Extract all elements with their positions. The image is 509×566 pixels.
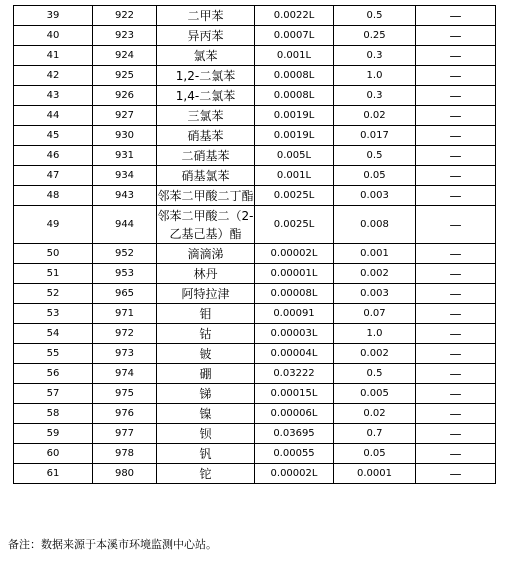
cell-remark: —	[416, 146, 496, 166]
cell-code: 976	[93, 404, 157, 424]
cell-index: 49	[14, 206, 93, 244]
cell-remark: —	[416, 106, 496, 126]
cell-remark: —	[416, 424, 496, 444]
cell-indicator-name: 钒	[157, 444, 255, 464]
cell-remark: —	[416, 26, 496, 46]
cell-indicator-name: 异丙苯	[157, 26, 255, 46]
table-row	[14, 6, 496, 26]
table-row	[14, 26, 496, 46]
cell-indicator-name: 钴	[157, 324, 255, 344]
cell-remark: —	[416, 244, 496, 264]
cell-standard-limit: 1.0	[334, 66, 416, 86]
cell-measured-value: 0.0008L	[255, 86, 334, 106]
cell-remark: —	[416, 464, 496, 484]
cell-code: 927	[93, 106, 157, 126]
table-row	[14, 324, 496, 344]
table-row	[14, 304, 496, 324]
cell-indicator-name: 1,2-二氯苯	[157, 66, 255, 86]
cell-index: 57	[14, 384, 93, 404]
cell-index: 53	[14, 304, 93, 324]
cell-standard-limit: 0.5	[334, 364, 416, 384]
cell-remark: —	[416, 444, 496, 464]
table-row	[14, 384, 496, 404]
cell-code: 924	[93, 46, 157, 66]
table-row	[14, 264, 496, 284]
cell-measured-value: 0.03222	[255, 364, 334, 384]
cell-code: 925	[93, 66, 157, 86]
table-row	[14, 106, 496, 126]
cell-indicator-name: 铍	[157, 344, 255, 364]
cell-remark: —	[416, 264, 496, 284]
cell-indicator-name: 阿特拉津	[157, 284, 255, 304]
cell-remark: —	[416, 344, 496, 364]
cell-index: 45	[14, 126, 93, 146]
cell-index: 56	[14, 364, 93, 384]
cell-measured-value: 0.0025L	[255, 206, 334, 244]
cell-code: 952	[93, 244, 157, 264]
cell-index: 55	[14, 344, 93, 364]
cell-standard-limit: 0.008	[334, 206, 416, 244]
cell-indicator-name: 邻苯二甲酸二丁酯	[157, 186, 255, 206]
cell-code: 973	[93, 344, 157, 364]
cell-index: 39	[14, 6, 93, 26]
cell-measured-value: 0.00002L	[255, 464, 334, 484]
cell-measured-value: 0.0025L	[255, 186, 334, 206]
table-row	[14, 344, 496, 364]
table-row	[14, 46, 496, 66]
cell-index: 58	[14, 404, 93, 424]
cell-measured-value: 0.0007L	[255, 26, 334, 46]
cell-remark: —	[416, 364, 496, 384]
cell-code: 977	[93, 424, 157, 444]
footnote: 备注：数据来源于本溪市环境监测中心站。	[8, 538, 217, 551]
cell-measured-value: 0.00055	[255, 444, 334, 464]
cell-indicator-name: 硼	[157, 364, 255, 384]
cell-remark: —	[416, 324, 496, 344]
table-row	[14, 444, 496, 464]
cell-index: 50	[14, 244, 93, 264]
cell-standard-limit: 0.002	[334, 264, 416, 284]
cell-remark: —	[416, 6, 496, 26]
table-row	[14, 244, 496, 264]
cell-measured-value: 0.00006L	[255, 404, 334, 424]
cell-code: 965	[93, 284, 157, 304]
cell-index: 46	[14, 146, 93, 166]
cell-index: 42	[14, 66, 93, 86]
cell-code: 923	[93, 26, 157, 46]
cell-code: 931	[93, 146, 157, 166]
table-row	[14, 66, 496, 86]
cell-standard-limit: 0.003	[334, 284, 416, 304]
cell-measured-value: 0.00091	[255, 304, 334, 324]
table-row	[14, 186, 496, 206]
cell-standard-limit: 0.005	[334, 384, 416, 404]
cell-remark: —	[416, 404, 496, 424]
cell-measured-value: 0.0008L	[255, 66, 334, 86]
cell-indicator-name: 林丹	[157, 264, 255, 284]
cell-remark: —	[416, 304, 496, 324]
cell-remark: —	[416, 284, 496, 304]
cell-indicator-name: 二甲苯	[157, 6, 255, 26]
cell-standard-limit: 0.001	[334, 244, 416, 264]
cell-standard-limit: 0.0001	[334, 464, 416, 484]
cell-indicator-name: 氯苯	[157, 46, 255, 66]
cell-measured-value: 0.001L	[255, 166, 334, 186]
cell-remark: —	[416, 186, 496, 206]
cell-indicator-name: 二硝基苯	[157, 146, 255, 166]
cell-remark: —	[416, 66, 496, 86]
cell-remark: —	[416, 126, 496, 146]
cell-remark: —	[416, 166, 496, 186]
cell-measured-value: 0.00001L	[255, 264, 334, 284]
cell-indicator-name: 滴滴涕	[157, 244, 255, 264]
cell-indicator-name: 镍	[157, 404, 255, 424]
cell-measured-value: 0.00008L	[255, 284, 334, 304]
cell-standard-limit: 0.7	[334, 424, 416, 444]
cell-index: 47	[14, 166, 93, 186]
cell-index: 52	[14, 284, 93, 304]
cell-standard-limit: 0.002	[334, 344, 416, 364]
table-row	[14, 86, 496, 106]
cell-standard-limit: 0.3	[334, 46, 416, 66]
cell-code: 980	[93, 464, 157, 484]
cell-measured-value: 0.0019L	[255, 126, 334, 146]
cell-measured-value: 0.0019L	[255, 106, 334, 126]
table-row	[14, 364, 496, 384]
table-row	[14, 424, 496, 444]
cell-standard-limit: 0.017	[334, 126, 416, 146]
cell-indicator-name: 硝基苯	[157, 126, 255, 146]
cell-index: 41	[14, 46, 93, 66]
cell-standard-limit: 0.5	[334, 146, 416, 166]
cell-standard-limit: 0.3	[334, 86, 416, 106]
cell-index: 51	[14, 264, 93, 284]
table-row	[14, 126, 496, 146]
cell-code: 934	[93, 166, 157, 186]
cell-code: 978	[93, 444, 157, 464]
cell-measured-value: 0.03695	[255, 424, 334, 444]
table-row	[14, 146, 496, 166]
cell-index: 59	[14, 424, 93, 444]
cell-code: 944	[93, 206, 157, 244]
cell-measured-value: 0.00003L	[255, 324, 334, 344]
cell-code: 975	[93, 384, 157, 404]
cell-indicator-name: 1,4-二氯苯	[157, 86, 255, 106]
cell-indicator-name: 铊	[157, 464, 255, 484]
cell-code: 922	[93, 6, 157, 26]
cell-standard-limit: 0.07	[334, 304, 416, 324]
cell-index: 61	[14, 464, 93, 484]
cell-standard-limit: 0.05	[334, 444, 416, 464]
cell-remark: —	[416, 384, 496, 404]
cell-standard-limit: 0.02	[334, 106, 416, 126]
cell-standard-limit: 0.003	[334, 186, 416, 206]
cell-index: 54	[14, 324, 93, 344]
cell-remark: —	[416, 206, 496, 244]
table-row	[14, 206, 496, 244]
cell-standard-limit: 0.25	[334, 26, 416, 46]
cell-code: 930	[93, 126, 157, 146]
cell-standard-limit: 0.05	[334, 166, 416, 186]
cell-code: 971	[93, 304, 157, 324]
table-row	[14, 464, 496, 484]
table-row	[14, 284, 496, 304]
cell-code: 953	[93, 264, 157, 284]
cell-measured-value: 0.0022L	[255, 6, 334, 26]
table-row	[14, 404, 496, 424]
cell-measured-value: 0.005L	[255, 146, 334, 166]
cell-indicator-name: 硝基氯苯	[157, 166, 255, 186]
cell-indicator-name: 锑	[157, 384, 255, 404]
cell-indicator-name: 三氯苯	[157, 106, 255, 126]
cell-measured-value: 0.00015L	[255, 384, 334, 404]
cell-index: 40	[14, 26, 93, 46]
cell-measured-value: 0.00004L	[255, 344, 334, 364]
cell-indicator-name: 钼	[157, 304, 255, 324]
cell-remark: —	[416, 86, 496, 106]
table-row	[14, 166, 496, 186]
water-quality-table	[13, 5, 496, 484]
cell-standard-limit: 0.02	[334, 404, 416, 424]
cell-index: 43	[14, 86, 93, 106]
cell-code: 926	[93, 86, 157, 106]
cell-indicator-name: 钡	[157, 424, 255, 444]
cell-indicator-name: 邻苯二甲酸二（2-乙基己基）酯	[157, 206, 255, 244]
cell-measured-value: 0.001L	[255, 46, 334, 66]
cell-index: 48	[14, 186, 93, 206]
cell-standard-limit: 1.0	[334, 324, 416, 344]
cell-code: 972	[93, 324, 157, 344]
cell-standard-limit: 0.5	[334, 6, 416, 26]
cell-index: 60	[14, 444, 93, 464]
cell-code: 943	[93, 186, 157, 206]
cell-remark: —	[416, 46, 496, 66]
cell-measured-value: 0.00002L	[255, 244, 334, 264]
cell-index: 44	[14, 106, 93, 126]
cell-code: 974	[93, 364, 157, 384]
